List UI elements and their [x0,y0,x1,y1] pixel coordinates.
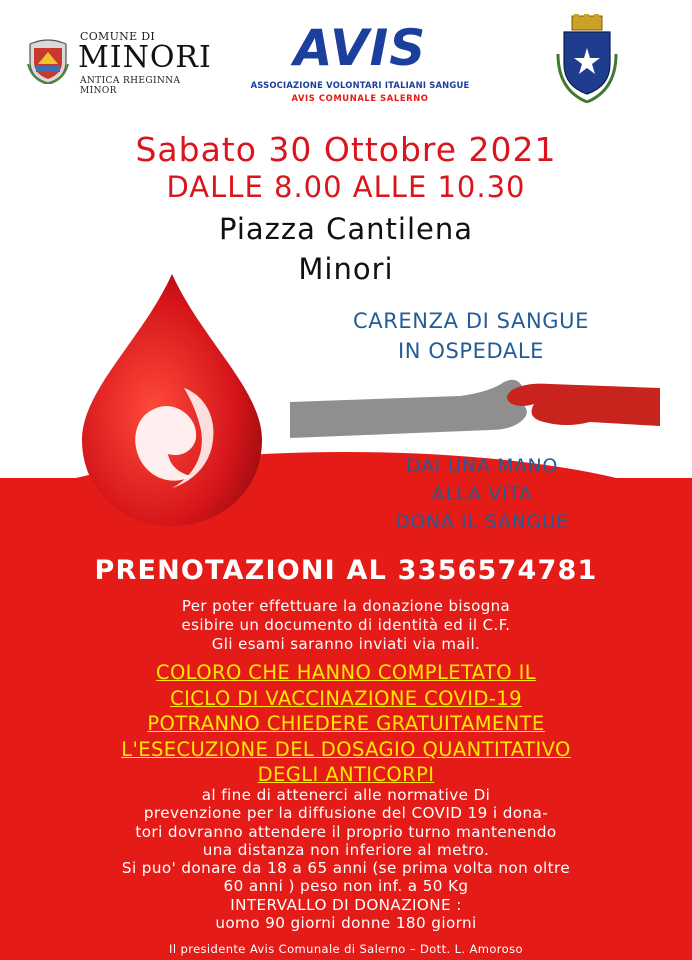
blood-drop-icon [72,270,272,530]
carenza-line: CARENZA DI SANGUE [353,309,589,333]
event-date: Sabato 30 Ottobre 2021 [135,130,557,169]
document-requirements [0,597,692,654]
comune-crest-icon [26,34,70,84]
prenotazioni-phone: PRENOTAZIONI AL 3356574781 [94,555,598,586]
covid-line: COLORO CHE HANNO COMPLETATO IL [155,661,537,684]
covid-line: DEGLI ANTICORPI [257,763,435,786]
rules-line: prevenzione per la diffusione del COVID 19 i dona- [143,804,549,823]
info-line: Gli esami saranno inviati via mail. [211,635,481,653]
info-line: Per poter effettuare la donazione bisogna [181,597,511,615]
avis-logo [250,19,470,108]
dai-line: DONA IL SANGUE [395,511,569,533]
covid-line: POTRANNO CHIEDERE GRATUITAMENTE [147,712,545,735]
right-crest-icon [552,14,622,106]
comune-minori-logo [26,28,216,96]
event-time: DALLE 8.00 ALLE 10.30 [166,170,526,204]
covid-line: L'ESECUZIONE DEL DOSAGIO QUANTITATIVO [121,737,571,761]
comune-name: MINORI [78,40,212,75]
rules-line: INTERVALLO DI DONAZIONE : [230,895,462,914]
donation-rules [0,786,692,932]
event-place: Piazza Cantilena [219,212,473,246]
rules-line: 60 anni ) peso non inf. a 50 Kg [223,877,469,896]
avis-association-name: ASSOCIAZIONE VOLONTARI ITALIANI SANGUE [250,80,470,90]
carenza-message [280,306,662,366]
avis-wordmark: AVIS [293,19,427,77]
rules-line: Si puo' donare da 18 a 65 anni (se prima volta non oltre [121,859,571,878]
event-city: Minori [298,252,394,286]
covid-line: CICLO DI VACCINAZIONE COVID-19 [170,686,522,710]
comune-subtitle: ANTICA RHEGINNA MINOR [80,76,181,96]
rules-line: al fine di attenerci alle normative Di [201,786,491,804]
dai-line: ALLA VITA [431,483,533,505]
dai-una-mano-message [348,452,616,536]
dai-line: DAI UNA MANO [406,455,558,477]
covid-antibody-notice [0,660,692,788]
avis-comunale-name: AVIS COMUNALE SALERNO [291,93,429,103]
president-signature: Il presidente Avis Comunale di Salerno – Dott. L. Amoroso [169,942,523,956]
info-line: esibire un documento di identità ed il C.F. [181,616,511,634]
rules-line: uomo 90 giorni donne 180 giorni [215,914,477,933]
rules-line: una distanza non inferiore al metro. [202,840,490,859]
hands-illustration [290,372,660,442]
comune-label: COMUNE DI [80,30,155,43]
rules-line: tori dovranno attendere il proprio turno mantenendo [135,822,557,841]
carenza-line: IN OSPEDALE [397,339,545,363]
